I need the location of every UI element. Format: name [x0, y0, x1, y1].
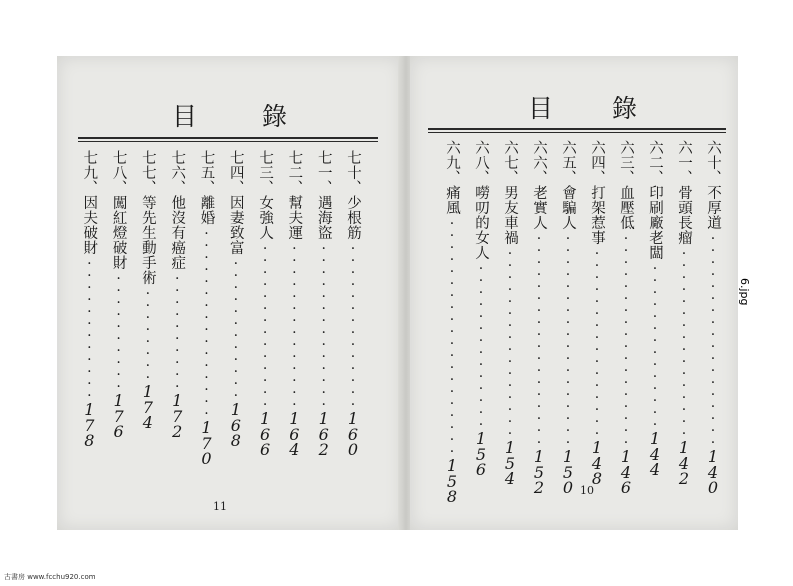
left-title-rule	[78, 137, 378, 139]
page-digit: 1	[142, 382, 153, 401]
toc-entry-page	[201, 420, 211, 467]
page-digit: 1	[318, 409, 329, 428]
left-title-rule-thin	[78, 141, 378, 142]
page-digit: 6	[318, 424, 329, 444]
toc-entry	[470, 140, 492, 478]
toc-leader-dots: ··············	[315, 241, 332, 409]
page-digit: 4	[620, 462, 632, 482]
toc-leader-dots: ··············	[257, 241, 274, 409]
page-digit: 5	[504, 453, 516, 473]
page-digit: 5	[475, 444, 487, 464]
toc-entry-title: 六五、會騙人	[560, 140, 576, 230]
page-digit: 7	[201, 433, 212, 453]
page-digit: 8	[446, 487, 458, 506]
toc-entry-page	[563, 449, 573, 496]
page-digit: 2	[172, 422, 183, 441]
page-digit: 1	[201, 418, 212, 437]
toc-entry-title: 七八、闖紅燈破財	[110, 150, 127, 270]
right-title-char-2: 錄	[612, 94, 638, 123]
page-digit: 4	[142, 413, 153, 432]
toc-entry-page	[650, 431, 660, 478]
toc-entry-title: 六十、不厚道	[705, 140, 721, 230]
page-digit: 1	[84, 400, 95, 419]
toc-leader-dots: ··················	[705, 231, 721, 447]
toc-entry-title: 六四、打架惹事	[589, 140, 605, 245]
page-digit: 0	[201, 449, 212, 468]
toc-entry	[196, 150, 218, 467]
page-digit: 1	[260, 409, 271, 428]
toc-entry-page	[679, 440, 689, 487]
toc-leader-dots: ····················	[444, 216, 460, 456]
toc-entry-title: 六二、印刷廠老闆	[647, 140, 663, 260]
toc-leader-dots: ··············	[345, 241, 361, 409]
page-digit: 0	[562, 478, 574, 497]
toc-entry-page	[534, 449, 544, 496]
page-digit: 8	[230, 431, 241, 450]
page-digit: 1	[533, 447, 545, 466]
toc-entry	[342, 150, 364, 458]
page-digit: 4	[649, 444, 661, 464]
page-digit: 1	[562, 447, 574, 466]
page-digit: 1	[678, 438, 690, 457]
left-title-char-2: 錄	[262, 102, 288, 131]
toc-entry	[441, 140, 463, 505]
toc-entry	[225, 150, 247, 449]
toc-entry-page	[319, 411, 329, 458]
left-page-number: 11	[213, 500, 227, 513]
right-page-number: 10	[580, 484, 594, 497]
page-digit: 6	[260, 440, 271, 459]
toc-leader-dots: ················	[589, 246, 605, 438]
toc-entry-page	[143, 384, 153, 431]
page-digit: 4	[678, 453, 690, 473]
page-digit: 4	[591, 453, 603, 473]
toc-entry-title: 七四、因妻致富	[227, 150, 244, 255]
page-digit: 5	[562, 462, 574, 482]
toc-entry	[615, 140, 637, 496]
right-title-rule	[428, 128, 726, 130]
page-digit: 1	[504, 438, 516, 457]
toc-entry-title: 七十、少根筋	[345, 150, 361, 240]
toc-entry-page	[621, 449, 631, 496]
toc-entry-page	[231, 402, 241, 449]
toc-entry-title: 七七、等先生動手術	[139, 150, 156, 285]
toc-entry	[313, 150, 335, 458]
side-file-label: 6.jpg	[738, 278, 751, 306]
page-digit: 1	[475, 429, 487, 448]
toc-entry-title: 六六、老實人	[531, 140, 547, 230]
toc-entry-page	[505, 440, 515, 487]
toc-entry-title: 七五、離婚	[198, 150, 215, 225]
page-digit: 4	[289, 440, 300, 459]
toc-leader-dots: ··········	[110, 271, 127, 391]
toc-leader-dots: ················	[198, 226, 215, 418]
toc-entry-title: 六一、骨頭長瘤	[676, 140, 692, 245]
page-digit: 2	[678, 469, 690, 488]
page-digit: 1	[649, 429, 661, 448]
page-digit: 6	[289, 424, 300, 444]
page-digit: 0	[347, 440, 359, 459]
toc-entry-title: 七三、女強人	[257, 150, 274, 240]
page-digit: 6	[347, 424, 359, 444]
toc-entry-page	[84, 402, 94, 449]
toc-entry-page	[114, 393, 124, 440]
right-title-char-1: 目	[528, 94, 554, 123]
toc-entry	[586, 140, 608, 487]
page-digit: 1	[289, 409, 300, 428]
toc-leader-dots: ············	[227, 256, 244, 400]
toc-entry-title: 六三、血壓低	[618, 140, 634, 230]
toc-entry-title: 七一、遇海盜	[315, 150, 332, 240]
toc-leader-dots: ··············	[473, 261, 489, 429]
toc-entry-title: 六九、痛風	[444, 140, 460, 215]
toc-entry	[283, 150, 305, 458]
page-digit: 1	[172, 391, 183, 410]
toc-leader-dots: ··················	[531, 231, 547, 447]
right-title-rule-thin	[428, 132, 726, 133]
toc-entry	[528, 140, 550, 496]
page-digit: 5	[446, 471, 458, 491]
page-digit: 1	[591, 438, 603, 457]
page-digit: 1	[446, 456, 458, 475]
toc-leader-dots: ··················	[618, 231, 634, 447]
page-digit: 6	[260, 424, 271, 444]
toc-leader-dots: ········	[139, 286, 156, 382]
page-digit: 8	[84, 431, 95, 450]
page-digit: 1	[113, 391, 124, 410]
toc-leader-dots: ··············	[647, 261, 663, 429]
toc-leader-dots: ················	[676, 246, 692, 438]
page-digit: 1	[620, 447, 632, 466]
left-title-char-1: 目	[172, 102, 198, 131]
page-digit: 0	[707, 478, 719, 497]
toc-entry-page	[172, 393, 182, 440]
page-digit: 7	[84, 415, 95, 435]
toc-leader-dots: ············	[81, 256, 98, 400]
page-digit: 6	[230, 415, 241, 435]
page-digit: 4	[649, 460, 661, 479]
toc-leader-dots: ················	[502, 246, 518, 438]
page-digit: 7	[142, 397, 153, 417]
toc-entry-page	[260, 411, 270, 458]
page-digit: 1	[347, 409, 359, 428]
toc-entry	[78, 150, 100, 449]
page-digit: 1	[230, 400, 241, 419]
toc-entry-page	[289, 411, 299, 458]
toc-entry	[499, 140, 521, 487]
toc-entry-title: 六七、男友車禍	[502, 140, 518, 245]
toc-entry-title: 七二、幫夫運	[286, 150, 303, 240]
toc-entry	[254, 150, 276, 458]
toc-entry-page	[708, 449, 718, 496]
toc-leader-dots: ··········	[169, 271, 186, 391]
toc-entry-page	[348, 411, 358, 458]
page-digit: 4	[707, 462, 719, 482]
page-digit: 6	[620, 478, 632, 497]
toc-entry	[702, 140, 724, 496]
toc-leader-dots: ··············	[286, 241, 303, 409]
toc-entry	[644, 140, 666, 478]
toc-entry-title: 七九、因夫破財	[81, 150, 98, 255]
page-digit: 6	[475, 460, 487, 479]
page-digit: 2	[318, 440, 329, 459]
page-digit: 5	[533, 462, 545, 482]
page-digit: 7	[113, 406, 124, 426]
toc-entry-page	[447, 458, 457, 505]
toc-leader-dots: ··················	[560, 231, 576, 447]
toc-entry-page	[476, 431, 486, 478]
page-digit: 1	[707, 447, 719, 466]
page-digit: 8	[591, 469, 603, 488]
page-digit: 6	[113, 422, 124, 441]
page-digit: 7	[172, 406, 183, 426]
toc-entry	[108, 150, 130, 440]
toc-entry	[137, 150, 159, 431]
toc-entry-page	[592, 440, 602, 487]
toc-entry	[673, 140, 695, 487]
toc-entry	[557, 140, 579, 496]
toc-entry-title: 七六、他沒有癌症	[169, 150, 186, 270]
page-digit: 4	[504, 469, 516, 488]
page-digit: 2	[533, 478, 545, 497]
footer-watermark: 古書房 www.fcchu920.com	[4, 573, 96, 581]
toc-entry-title: 六八、嘮叨的女人	[473, 140, 489, 260]
toc-entry	[166, 150, 188, 440]
